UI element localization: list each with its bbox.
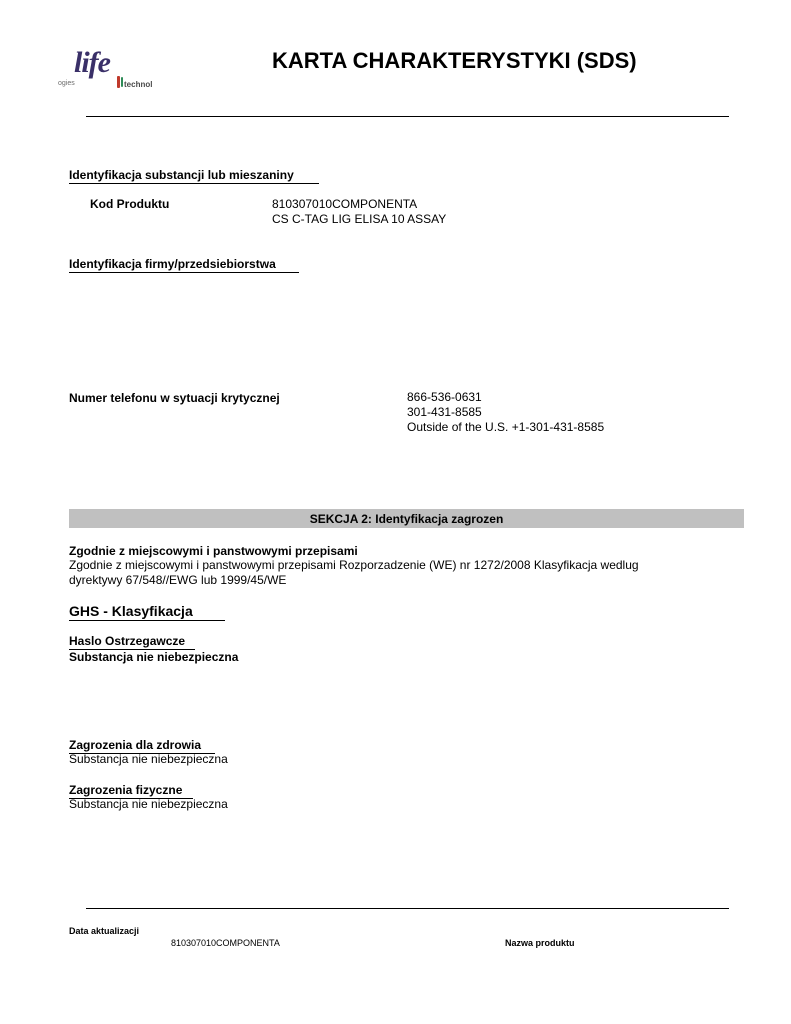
footer-product-name-label: Nazwa produktu	[505, 938, 575, 948]
logo-text-main: life	[74, 46, 110, 79]
product-name-value: CS C-TAG LIG ELISA 10 ASSAY	[272, 212, 447, 226]
health-hazards-heading: Zagrozenia dla zdrowia	[69, 738, 215, 754]
footer-product-code: 810307010COMPONENTA	[171, 938, 280, 948]
emergency-phone-3: Outside of the U.S. +1-301-431-8585	[407, 420, 605, 434]
compliance-text-line-1: Zgodnie z miejscowymi i panstwowymi przepisami Rozporzadzenie (WE) nr 1272/2008 Klasyfikacja wedlug	[69, 558, 639, 572]
emergency-phone-label: Numer telefonu w sytuacji krytycznej	[69, 391, 280, 405]
health-hazards-value: Substancja nie niebezpieczna	[69, 752, 228, 766]
compliance-heading: Zgodnie z miejscowymi i panstwowymi przepisami	[69, 544, 358, 558]
logo-mark-green	[121, 77, 123, 87]
ghs-classification-heading: GHS - Klasyfikacja	[69, 603, 225, 621]
emergency-phone-2: 301-431-8585	[407, 405, 482, 419]
footer-divider	[86, 908, 729, 909]
substance-identification-heading: Identyfikacja substancji lub mieszaniny	[69, 168, 319, 184]
logo-mark-red	[117, 76, 120, 88]
company-identification-heading: Identyfikacja firmy/przedsiebiorstwa	[69, 257, 299, 273]
logo-text-left: ogies	[58, 80, 75, 87]
signal-word-value: Substancja nie niebezpieczna	[69, 650, 239, 664]
product-code-value: 810307010COMPONENTA	[272, 197, 418, 211]
physical-hazards-value: Substancja nie niebezpieczna	[69, 797, 228, 811]
emergency-phone-1: 866-536-0631	[407, 390, 482, 404]
physical-hazards-heading: Zagrozenia fizyczne	[69, 783, 193, 799]
signal-word-heading: Haslo Ostrzegawcze	[69, 634, 195, 650]
compliance-text-line-2: dyrektywy 67/548//EWG lub 1999/45/WE	[69, 573, 287, 587]
header-divider	[86, 116, 729, 117]
document-title: KARTA CHARAKTERYSTYKI (SDS)	[272, 48, 637, 73]
section-2-title-bar: SEKCJA 2: Identyfikacja zagrozen	[69, 509, 744, 528]
footer-date-label: Data aktualizacji	[69, 926, 140, 936]
product-code-label: Kod Produktu	[90, 197, 170, 211]
logo-text-right: technol	[124, 80, 153, 89]
company-logo	[58, 46, 168, 106]
